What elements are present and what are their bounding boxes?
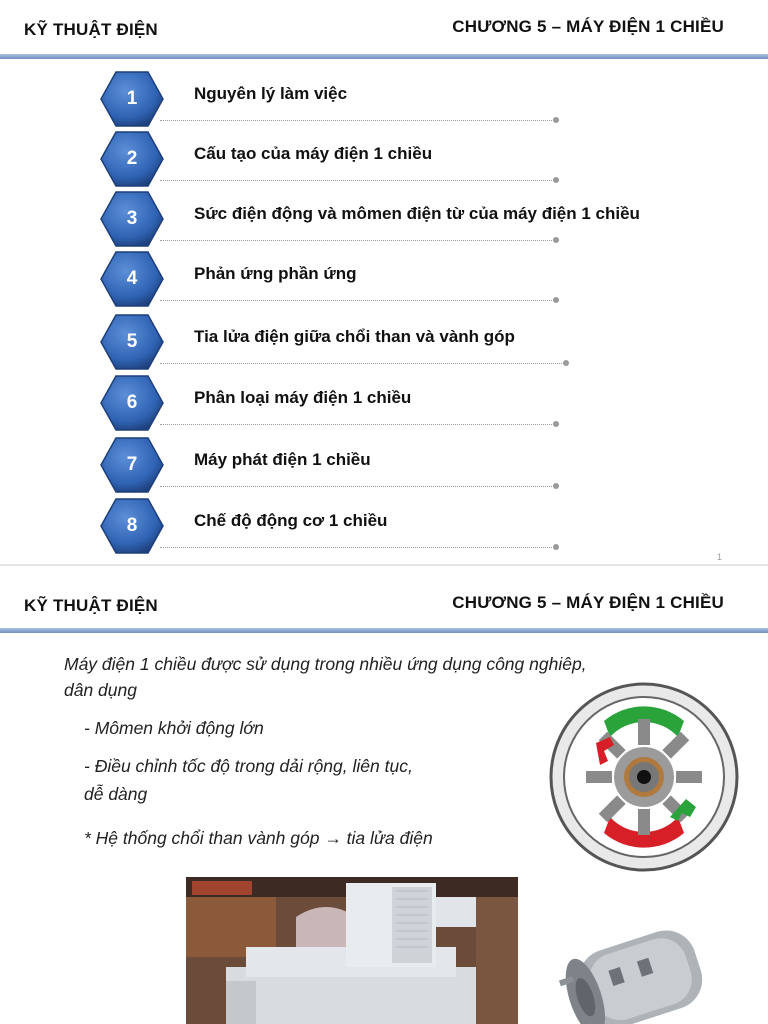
outline-item [100, 497, 740, 555]
header-underline [0, 54, 768, 59]
header-underline [0, 628, 768, 633]
separator-end-dot [553, 237, 559, 243]
item-title: Cấu tạo của máy điện 1 chiều [194, 144, 433, 163]
item-number: 1 [126, 88, 138, 109]
item-title: Nguyên lý làm việc [194, 84, 348, 103]
header-title-right: CHƯƠNG 5 – MÁY ĐIỆN 1 CHIỀU [452, 593, 724, 612]
outline-item [100, 436, 740, 494]
outline-item [100, 70, 740, 128]
separator-end-dot [553, 117, 559, 123]
outline-item [100, 313, 740, 371]
hexagon-number-badge [100, 436, 164, 494]
item-number: 6 [126, 392, 138, 413]
hexagon-number-badge [100, 374, 164, 432]
dotted-separator [160, 240, 556, 241]
dotted-separator [160, 547, 556, 548]
dotted-separator [160, 300, 556, 301]
hexagon-number-badge [100, 130, 164, 188]
hexagon-number-badge [100, 70, 164, 128]
item-number: 7 [126, 454, 138, 475]
separator-end-dot [553, 421, 559, 427]
header-title-right: CHƯƠNG 5 – MÁY ĐIỆN 1 CHIỀU [452, 17, 724, 36]
item-number: 3 [126, 208, 138, 229]
item-title: Sức điện động và mômen điện từ của máy điện 1 chiều [194, 204, 640, 223]
hexagon-number-badge [100, 497, 164, 555]
item-title: Tia lửa điện giữa chổi than và vành góp [194, 327, 515, 346]
note-brush-commutator: * Hệ thống chổi than vành góp → tia lửa điện [84, 828, 433, 848]
outline-item [100, 190, 740, 248]
separator-end-dot [553, 177, 559, 183]
bullet-speed-control-line1: - Điều chỉnh tốc độ trong dải rộng, liên tục, [84, 756, 413, 776]
hexagon-number-badge [100, 190, 164, 248]
intro-text-line2: dân dụng [64, 680, 137, 700]
separator-end-dot [553, 544, 559, 550]
dc-motor-cross-section-diagram [548, 681, 740, 873]
page-number: 1 [716, 552, 722, 562]
bullet-speed-control-line2: dễ dàng [84, 784, 148, 804]
outline-item [100, 130, 740, 188]
item-title: Phản ứng phần ứng [194, 264, 357, 283]
dotted-separator [160, 486, 556, 487]
dotted-separator [160, 120, 556, 121]
item-title: Chế độ động cơ 1 chiều [194, 511, 388, 530]
item-number: 5 [126, 331, 138, 352]
header-title-left: KỸ THUẬT ĐIỆN [24, 20, 158, 39]
dotted-separator [160, 180, 556, 181]
industrial-dc-motor-photo [186, 877, 518, 1024]
separator-end-dot [553, 297, 559, 303]
bullet-starting-torque: - Mômen khởi động lớn [84, 718, 264, 738]
hexagon-number-badge [100, 313, 164, 371]
intro-text-line1: Máy điện 1 chiều được sử dụng trong nhiều ứng dụng công nghiêp, [64, 654, 587, 674]
outline-item [100, 250, 740, 308]
item-number: 4 [126, 268, 138, 289]
slide-2 [0, 566, 768, 1024]
separator-end-dot [563, 360, 569, 366]
separator-end-dot [553, 483, 559, 489]
item-number: 2 [126, 148, 138, 169]
item-number: 8 [126, 515, 138, 536]
dotted-separator [160, 424, 556, 425]
item-title: Phân loại máy điện 1 chiều [194, 388, 412, 407]
small-dc-motor-photo [540, 911, 740, 1024]
header-title-left: KỸ THUẬT ĐIỆN [24, 596, 158, 615]
item-title: Máy phát điện 1 chiều [194, 450, 371, 469]
outline-item [100, 374, 740, 432]
dotted-separator [160, 363, 566, 364]
hexagon-number-badge [100, 250, 164, 308]
